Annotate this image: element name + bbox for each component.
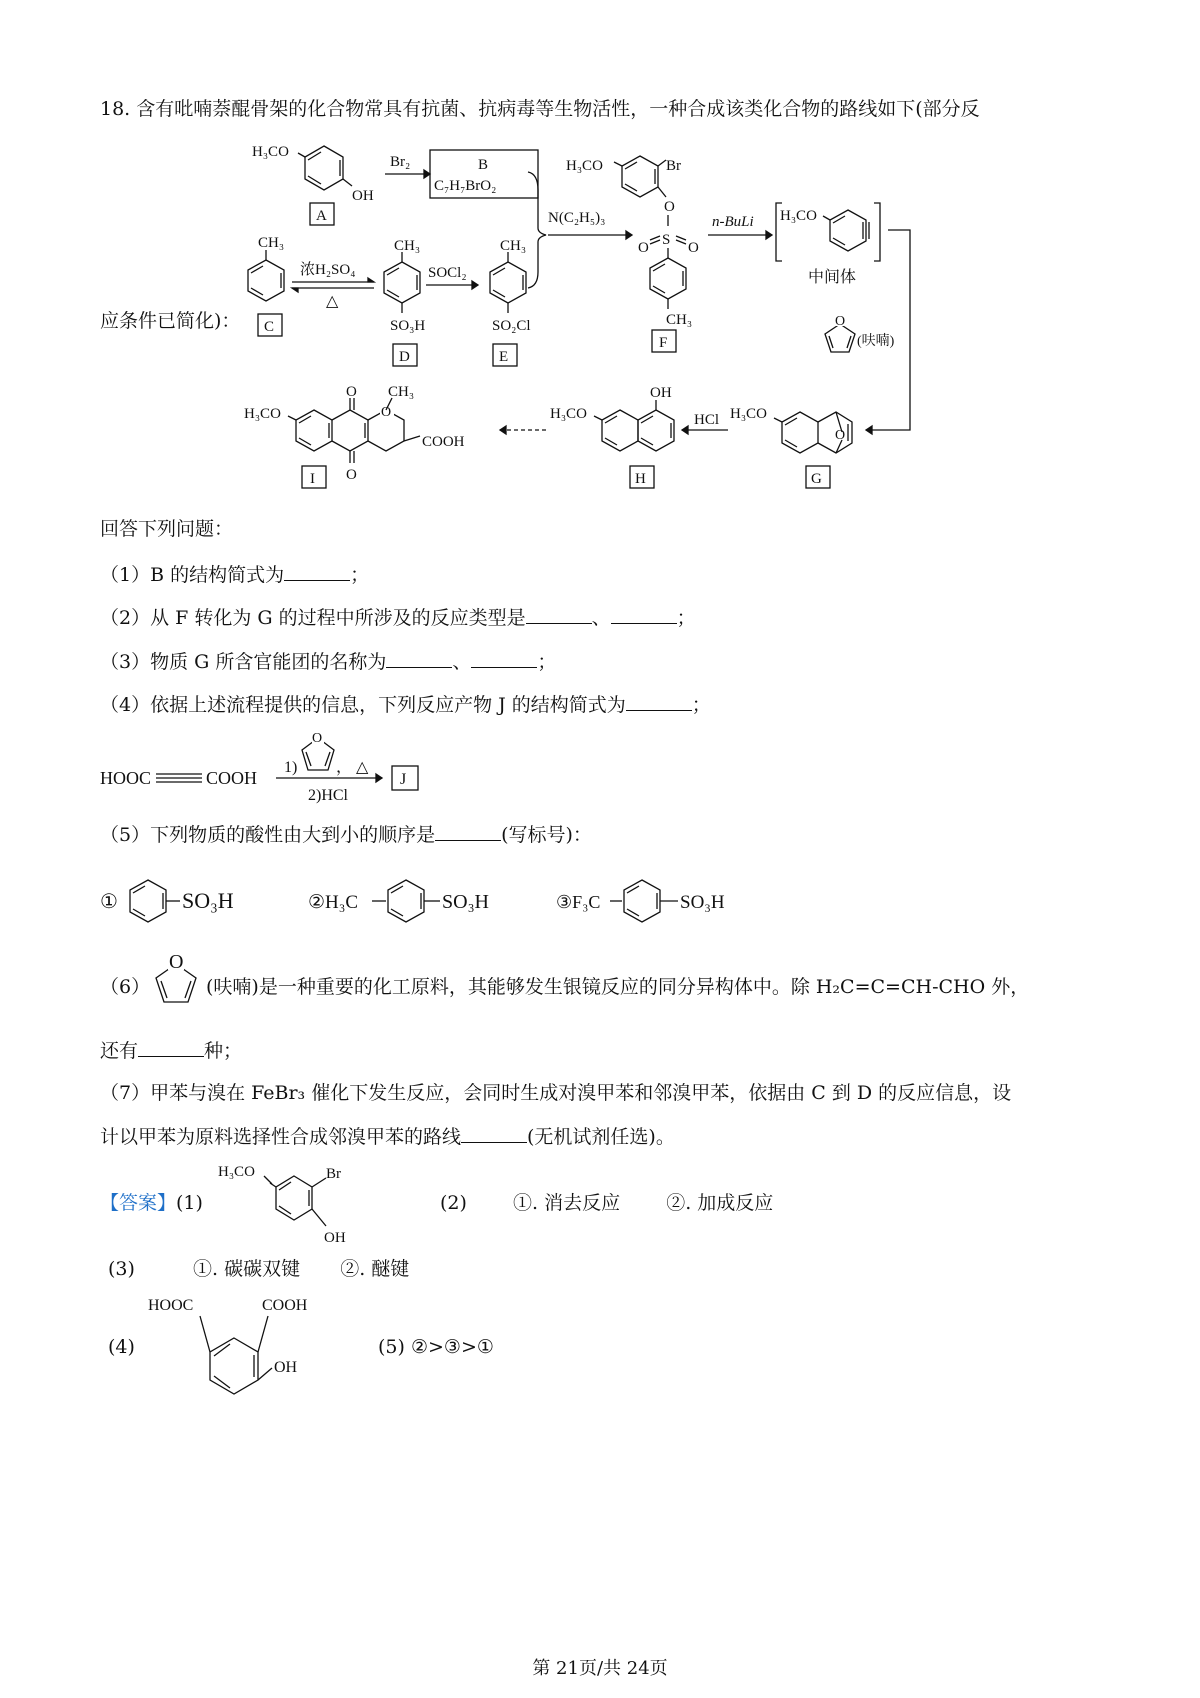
svg-text:N(C₂H₅)₃: N(C₂H₅)₃ xyxy=(548,210,606,226)
compound-G xyxy=(730,406,852,488)
svg-text:OH: OH xyxy=(324,1230,346,1246)
option-3 xyxy=(556,880,725,922)
svg-text:CH₃: CH₃ xyxy=(666,312,693,328)
sub-question-7-line1: （7）甲苯与溴在 FeBr₃ 催化下发生反应，会同时生成对溴甲苯和邻溴甲苯，依据由 C 到 D 的反应信息，设 xyxy=(100,1082,1012,1104)
svg-text:HOOC: HOOC xyxy=(100,768,152,788)
svg-text:G: G xyxy=(811,471,822,487)
svg-text:③F₃C: ③F₃C xyxy=(556,892,601,912)
page-footer: 第 21页/共 24页 xyxy=(532,1658,668,1679)
svg-text:SO₂Cl: SO₂Cl xyxy=(492,318,531,334)
compound-F xyxy=(566,156,699,352)
svg-text:1): 1) xyxy=(284,759,298,776)
svg-text:A: A xyxy=(316,208,327,224)
svg-text:SO₃H: SO₃H xyxy=(182,888,234,913)
svg-text:CH₃: CH₃ xyxy=(394,238,421,254)
svg-text:O: O xyxy=(381,405,392,420)
svg-text:SO₃H: SO₃H xyxy=(390,318,426,334)
svg-text:O: O xyxy=(169,951,184,973)
answer-4-label: (4) xyxy=(108,1336,135,1358)
svg-text:H₃CO: H₃CO xyxy=(566,158,603,174)
answer-blank[interactable] xyxy=(435,822,501,841)
svg-text:SO₃H: SO₃H xyxy=(442,891,489,913)
svg-text:H₃CO: H₃CO xyxy=(550,406,587,422)
svg-text:C₇H₇BrO₂: C₇H₇BrO₂ xyxy=(434,178,497,194)
svg-text:n-BuLi: n-BuLi xyxy=(712,214,754,230)
svg-text:OH: OH xyxy=(274,1359,298,1376)
compound-A xyxy=(252,144,374,225)
svg-text:H₃CO: H₃CO xyxy=(780,208,817,224)
svg-text:， △: ， △ xyxy=(336,759,369,776)
svg-text:O: O xyxy=(312,731,323,746)
prompt: 回答下列问题： xyxy=(100,518,234,540)
svg-text:Br₂: Br₂ xyxy=(390,154,411,170)
svg-text:中间体: 中间体 xyxy=(808,269,857,286)
sub-question-7-line2: 计以甲苯为原料选择性合成邻溴甲苯的路线 (无机试剂任选)。 xyxy=(100,1126,675,1148)
svg-text:SO₃H: SO₃H xyxy=(680,892,725,913)
svg-text:O: O xyxy=(835,428,846,443)
sub-question-6-text: (呋喃)是一种重要的化工原料，其能够发生银镜反应的同分异构体中。除 H₂C=C=CH-CHO 外， xyxy=(206,976,1030,998)
svg-text:H₃CO: H₃CO xyxy=(244,406,281,422)
q6-furan-icon xyxy=(148,950,208,1014)
q5-options xyxy=(100,866,760,936)
answer-blank[interactable] xyxy=(461,1124,527,1143)
sub-question-5: （5）下列物质的酸性由大到小的顺序是 (写标号)： xyxy=(100,824,592,846)
svg-text:I: I xyxy=(310,471,315,487)
answer-blank[interactable] xyxy=(138,1038,204,1057)
compound-C xyxy=(248,235,284,336)
answer-blank[interactable] xyxy=(284,562,350,581)
sub-question-6: （6） xyxy=(100,976,151,998)
q4-reaction xyxy=(100,728,430,808)
svg-text:O: O xyxy=(346,384,357,400)
svg-text:HOOC: HOOC xyxy=(148,1297,194,1314)
svg-text:COOH: COOH xyxy=(262,1297,308,1314)
svg-text:Br: Br xyxy=(666,158,681,174)
answer-blank[interactable] xyxy=(386,649,452,668)
svg-text:SOCl₂: SOCl₂ xyxy=(428,265,467,281)
question-stem-line2: 应条件已简化)： xyxy=(100,310,241,332)
answer-3: (3) ①. 碳碳双键 ②. 醚键 xyxy=(108,1258,410,1280)
svg-text:D: D xyxy=(399,349,410,365)
svg-text:②H₃C: ②H₃C xyxy=(308,892,359,913)
svg-text:O: O xyxy=(638,240,649,256)
compound-H xyxy=(550,385,674,488)
svg-text:HCl: HCl xyxy=(694,412,720,428)
svg-text:J: J xyxy=(400,771,407,788)
svg-text:△: △ xyxy=(326,293,339,310)
question-stem-line1 xyxy=(100,96,980,122)
answer-4-structure xyxy=(148,1292,348,1404)
svg-text:C: C xyxy=(264,319,275,335)
answer-blank[interactable] xyxy=(611,605,677,624)
compound-E xyxy=(490,238,531,366)
svg-text:①: ① xyxy=(100,891,118,913)
synthesis-scheme xyxy=(230,138,930,498)
answer-blank[interactable] xyxy=(626,692,692,711)
svg-text:O: O xyxy=(664,199,675,215)
svg-text:2)HCl: 2)HCl xyxy=(308,787,348,804)
svg-text:O: O xyxy=(688,240,699,256)
answer-1-structure xyxy=(214,1160,414,1250)
answer-tag: 【答案】 xyxy=(100,1192,177,1214)
sub-question-2: （2）从 F 转化为 G 的过程中所涉及的反应类型是 、 ； xyxy=(100,607,696,629)
sub-question-6-line2: 还有 种； xyxy=(100,1040,243,1062)
compound-D xyxy=(384,238,425,366)
answer-1: 【答案】(1) xyxy=(100,1192,203,1214)
svg-text:H₃CO: H₃CO xyxy=(218,1164,255,1180)
svg-text:COOH: COOH xyxy=(422,434,465,450)
answer-2: (2) ①. 消去反应 ②. 加成反应 xyxy=(440,1192,774,1214)
svg-text:浓H₂SO₄: 浓H₂SO₄ xyxy=(300,262,356,278)
svg-text:S: S xyxy=(662,232,671,248)
question-number: 18. xyxy=(100,98,131,120)
sub-question-4: （4）依据上述流程提供的信息，下列反应产物 J 的结构简式为 ； xyxy=(100,694,711,716)
svg-text:O: O xyxy=(835,314,846,329)
answer-blank[interactable] xyxy=(471,649,537,668)
svg-text:F: F xyxy=(659,335,668,351)
question-stem-text: 含有吡喃萘醌骨架的化合物常具有抗菌、抗病毒等生物活性，一种合成该类化合物的路线如下(部分反 xyxy=(136,98,980,120)
compound-I xyxy=(244,384,465,488)
option-1 xyxy=(100,880,234,922)
svg-text:CH₃: CH₃ xyxy=(388,384,415,400)
svg-text:CH₃: CH₃ xyxy=(258,235,285,251)
svg-text:COOH: COOH xyxy=(206,768,258,788)
svg-text:H₃CO: H₃CO xyxy=(730,406,767,422)
svg-text:OH: OH xyxy=(650,385,672,401)
svg-text:B: B xyxy=(478,157,489,173)
sub-question-3: （3）物质 G 所含官能团的名称为 、 ； xyxy=(100,651,557,673)
sub-question-1: （1）B 的结构简式为 ； xyxy=(100,564,370,586)
svg-text:CH₃: CH₃ xyxy=(500,238,527,254)
svg-text:H: H xyxy=(635,471,646,487)
intermediate-benzyne xyxy=(776,203,880,286)
svg-text:H₃CO: H₃CO xyxy=(252,144,289,160)
answer-5: (5) ②>③>① xyxy=(378,1336,494,1358)
furan-reagent xyxy=(825,312,895,352)
svg-text:E: E xyxy=(499,349,509,365)
svg-text:OH: OH xyxy=(352,188,374,204)
answer-blank[interactable] xyxy=(526,605,592,624)
svg-text:O: O xyxy=(346,467,357,483)
svg-text:(呋喃): (呋喃) xyxy=(857,334,895,349)
option-2 xyxy=(308,880,489,922)
svg-text:Br: Br xyxy=(326,1166,341,1182)
